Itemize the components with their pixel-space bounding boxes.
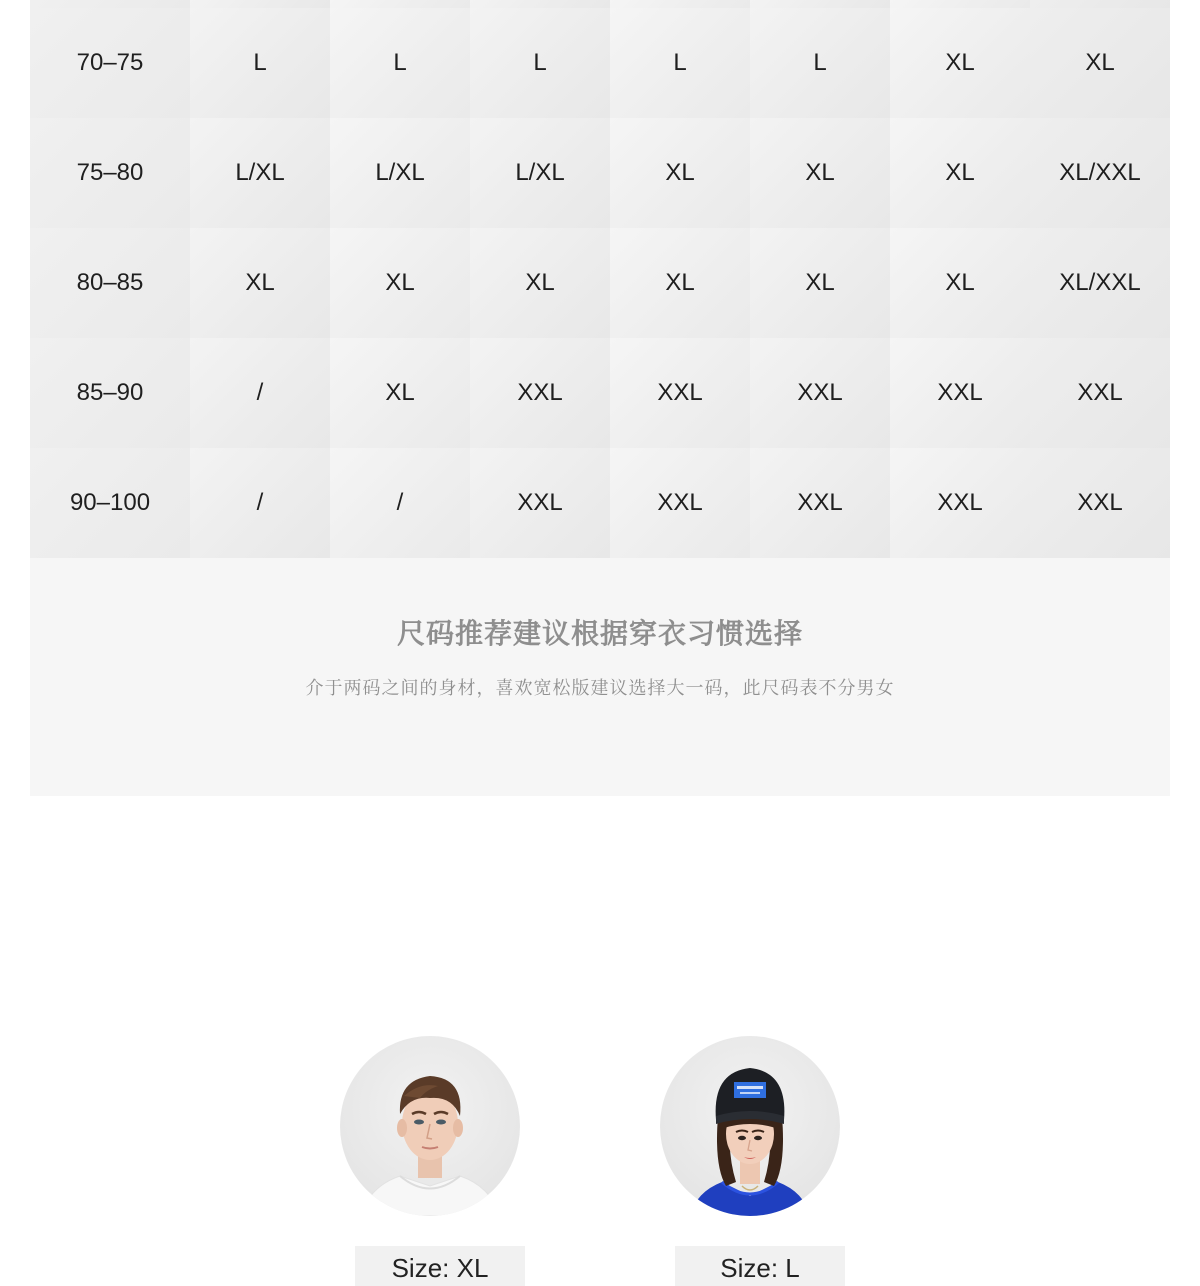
size-cell: XL [750, 228, 890, 338]
size-cell: XXL [750, 448, 890, 558]
table-strip-cell [330, 0, 470, 8]
size-cell: XXL [890, 448, 1030, 558]
size-advice-title: 尺码推荐建议根据穿衣习惯选择 [396, 617, 803, 650]
size-cell: L [190, 8, 330, 118]
size-cell: XL [330, 228, 470, 338]
size-cell: XL [1030, 8, 1170, 118]
size-cell: XL [470, 228, 610, 338]
size-cell: L [610, 8, 750, 118]
size-cell: L [750, 8, 890, 118]
size-cell: L [470, 8, 610, 118]
male-model-portrait [340, 1036, 520, 1216]
size-cell: XL/XXL [1030, 118, 1170, 228]
model-card-female [660, 1036, 840, 1283]
table-strip-cell [470, 0, 610, 8]
size-advice-text: 介于两码之间的身材，喜欢宽松版建议选择大一码，此尺码表不分男女 [305, 678, 895, 699]
row-range-cell: 70–75 [30, 8, 190, 118]
size-cell: XL [610, 228, 750, 338]
size-cell: XL/XXL [1030, 228, 1170, 338]
table-strip-cell [610, 0, 750, 8]
size-cell: L/XL [470, 118, 610, 228]
model-size-label: Size: L [675, 1246, 845, 1286]
size-cell: / [330, 448, 470, 558]
size-cell: XXL [610, 338, 750, 448]
size-cell: XXL [610, 448, 750, 558]
row-range-cell: 90–100 [30, 448, 190, 558]
size-cell: XL [330, 338, 470, 448]
model-avatar-female [660, 1036, 840, 1216]
size-cell: XXL [470, 338, 610, 448]
model-avatar-male [340, 1036, 520, 1216]
table-strip-cell [30, 0, 190, 8]
size-cell: XL [610, 118, 750, 228]
table-strip-cell [1030, 0, 1170, 8]
row-range-cell: 85–90 [30, 338, 190, 448]
model-size-label: Size: XL [355, 1246, 525, 1286]
female-model-portrait [660, 1036, 840, 1216]
size-cell: XL [750, 118, 890, 228]
size-cell: / [190, 448, 330, 558]
size-cell: XL [890, 8, 1030, 118]
size-advice-panel [30, 558, 1170, 796]
size-cell: L/XL [190, 118, 330, 228]
table-strip-cell [750, 0, 890, 8]
size-cell: XXL [890, 338, 1030, 448]
size-cell: XL [890, 228, 1030, 338]
model-card-male [340, 1036, 520, 1283]
size-cell: / [190, 338, 330, 448]
row-range-cell: 75–80 [30, 118, 190, 228]
row-range-cell: 80–85 [30, 228, 190, 338]
size-cell: XXL [1030, 448, 1170, 558]
size-cell: XL [890, 118, 1030, 228]
size-cell: XL [190, 228, 330, 338]
size-cell: XXL [1030, 338, 1170, 448]
table-strip-cell [190, 0, 330, 8]
size-cell: XXL [750, 338, 890, 448]
size-cell: L/XL [330, 118, 470, 228]
table-strip-cell [890, 0, 1030, 8]
size-cell: XXL [470, 448, 610, 558]
size-table [30, 0, 1170, 558]
size-cell: L [330, 8, 470, 118]
